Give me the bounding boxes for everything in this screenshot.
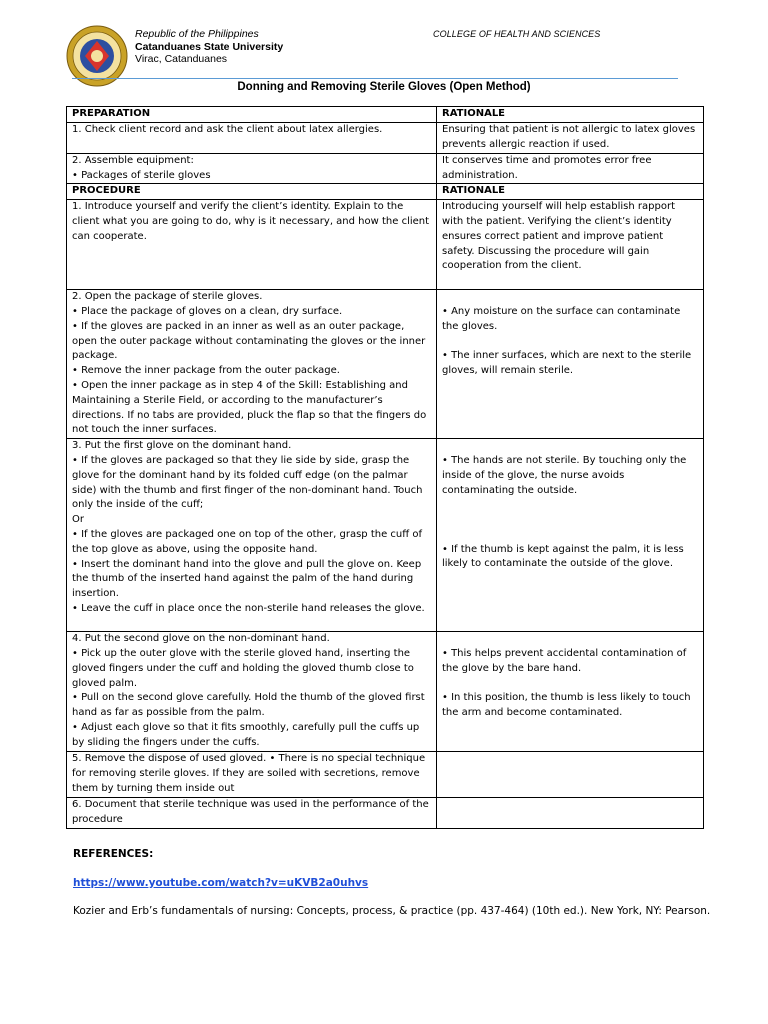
rationale-bullet: • In this position, the thumb is less likely to touch the arm and become contaminated.: [442, 691, 691, 718]
rationale-bullet: • This helps prevent accidental contamination of the glove by the bare hand.: [442, 648, 687, 674]
spacer: [442, 632, 698, 647]
table-row: [67, 798, 704, 829]
step-bullet: • Pick up the outer glove with the sterile gloved hand, inserting the gloved fingers under the cuff and holding the gloved thumb close to gloved palm.: [72, 647, 414, 689]
rationale-bullet: • The hands are not sterile. By touching only the inside of the glove, the nurse avoids contaminating the outside.: [442, 455, 687, 496]
reference-citation: Kozier and Erb’s fundamentals of nursing: Concepts, process, & practice (pp. 437-464) (10th ed.). New York, NY: Pearson.: [73, 905, 711, 917]
table-header-row: [67, 184, 704, 200]
step-cell: [67, 122, 437, 153]
rationale-cell: [437, 439, 704, 632]
rationale-cell: [437, 200, 704, 290]
step-text: 1. Introduce yourself and verify the client’s identity. Explain to the client what you are going to do, why is it necessary, and how the client can cooperate.: [72, 201, 430, 242]
spacer: [442, 677, 698, 691]
table-row: [67, 290, 704, 439]
spacer: [442, 290, 698, 305]
university-location: Virac, Catanduanes: [135, 53, 228, 65]
document-title: Donning and Removing Sterile Gloves (Open Method): [237, 81, 531, 93]
table-row: [67, 200, 704, 290]
step-cell: [67, 200, 437, 290]
rationale-text: Ensuring that patient is not allergic to latex gloves prevents allergic reaction if used.: [442, 123, 696, 150]
step-bullet: • Place the package of gloves on a clean, dry surface.: [72, 305, 343, 317]
step-bullet: • Insert the dominant hand into the glove and pull the glove on. Keep the thumb of the inserted hand against the palm of the hand during insertion.: [72, 558, 422, 600]
rationale-cell: [437, 153, 704, 184]
step-cell: [67, 290, 437, 439]
step-bullet: • Pull on the second glove carefully. Hold the thumb of the gloved first hand as far as possible from the palm.: [72, 692, 425, 719]
rationale-text: Introducing yourself will help establish rapport with the patient. Verifying the client’s identity ensures correct patient and improve patient safety. Discussing the procedure will gain cooperation from the client.: [442, 201, 675, 272]
rationale-cell: [437, 632, 704, 752]
rationale-bullet: • If the thumb is kept against the palm, it is less likely to contaminate the outside of the glove.: [442, 543, 684, 570]
procedure-header: PROCEDURE: [67, 184, 437, 200]
rationale-bullet: • The inner surfaces, which are next to the sterile gloves, will remain sterile.: [442, 349, 692, 376]
step-cell: [67, 439, 437, 632]
procedure-table: [66, 106, 704, 829]
rationale-cell: [437, 122, 704, 153]
step-text: 6. Document that sterile technique was used in the performance of the procedure: [72, 799, 429, 825]
references-section: [73, 848, 713, 919]
step-text: 1. Check client record and ask the client about latex allergies.: [72, 123, 383, 135]
rationale-header: RATIONALE: [437, 184, 704, 200]
step-cell: [67, 632, 437, 752]
step-bullet: • Adjust each glove so that it fits smoothly, carefully pull the cuffs up by sliding the fingers under the cuffs.: [72, 721, 420, 748]
step-heading: 2. Open the package of sterile gloves.: [72, 291, 263, 303]
university-name: Catanduanes State University: [135, 40, 284, 53]
step-bullet: • If the gloves are packaged so that they lie side by side, grasp the glove for the dominant hand by its folded cuff edge (on the palmar side) with the thumb and first finger of the non-dominant hand. Touch only the inside of the cuff;: [72, 454, 423, 511]
step-cell: [67, 798, 437, 829]
table-row: [67, 752, 704, 798]
step-bullet: • Packages of sterile gloves: [72, 169, 211, 181]
step-bullet: • If the gloves are packaged one on top of the other, grasp the cuff of the top glove as above, using the opposite hand.: [72, 528, 422, 555]
reference-link[interactable]: https://www.youtube.com/watch?v=uKVB2a0uhvs: [73, 877, 369, 889]
rationale-cell: [437, 798, 704, 829]
step-bullet: • Remove the inner package from the outer package.: [72, 365, 340, 377]
table-row: [67, 153, 704, 184]
college-name: COLLEGE OF HEALTH AND SCIENCES: [433, 29, 601, 39]
step-bullet: • If the gloves are packed in an inner as well as an outer package, open the outer package without contaminating the gloves or the inner package.: [72, 320, 426, 362]
preparation-header: PREPARATION: [67, 107, 437, 123]
table-row: [67, 439, 704, 632]
step-text: 2. Assemble equipment:: [72, 154, 194, 166]
spacer: [442, 439, 698, 454]
institution-block: [135, 28, 283, 66]
step-bullet: • Leave the cuff in place once the non-sterile hand releases the glove.: [72, 602, 425, 614]
step-cell: [67, 752, 437, 798]
table-header-row: [67, 107, 704, 123]
table-row: [67, 632, 704, 752]
step-or: Or: [72, 514, 84, 526]
step-cell: [67, 153, 437, 184]
rationale-bullet: • Any moisture on the surface can contaminate the gloves.: [442, 306, 681, 332]
republic-line: Republic of the Philippines: [135, 28, 259, 40]
step-text: 5. Remove the dispose of used gloved. • There is no special technique for removing sterile gloves. If they are soiled with secretions, remove them by turning them inside out: [72, 753, 426, 794]
rationale-cell: [437, 290, 704, 439]
step-bullet: • Open the inner package as in step 4 of the Skill: Establishing and Maintaining a Sterile Field, or according to the manufacturer’s directions. If no tabs are provided, pluck the flap so that the fingers do not touch the inner surfaces.: [72, 379, 427, 436]
spacer: [442, 499, 698, 543]
header-rule: [72, 78, 678, 79]
rationale-cell: [437, 752, 704, 798]
table-row: [67, 122, 704, 153]
step-heading: 3. Put the first glove on the dominant hand.: [72, 440, 292, 452]
spacer: [442, 335, 698, 349]
rationale-header: RATIONALE: [437, 107, 704, 123]
references-label: REFERENCES:: [73, 848, 154, 860]
rationale-text: It conserves time and promotes error free administration.: [442, 154, 652, 181]
step-heading: 4. Put the second glove on the non-dominant hand.: [72, 633, 330, 645]
